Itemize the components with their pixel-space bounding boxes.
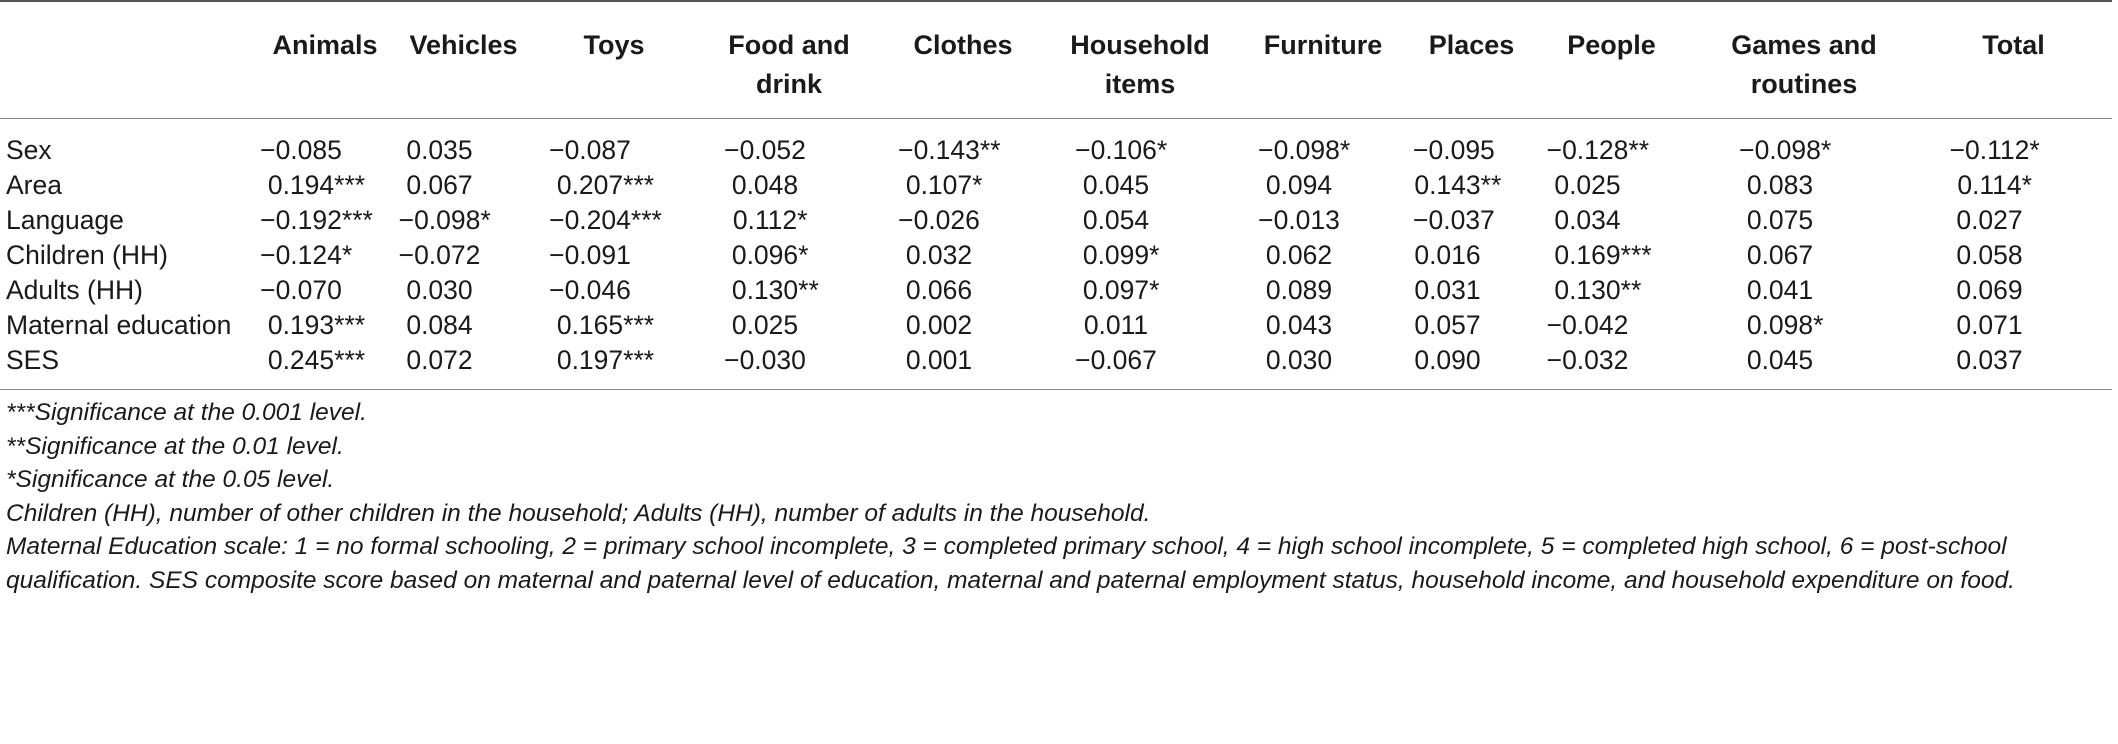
significance-marker: * [1339, 135, 1351, 165]
table-cell [252, 343, 398, 390]
cell-value: 0.143 [1414, 170, 1481, 200]
table-cell [1233, 168, 1413, 203]
cell-value: 0.090 [1414, 345, 1481, 375]
table-cell [529, 119, 699, 169]
table-cell [1413, 168, 1530, 203]
cell-value: 0.099 [1082, 240, 1150, 270]
column-header: People [1530, 1, 1693, 119]
cell-value: 0.057 [1414, 310, 1481, 340]
cell-value: −0.072 [398, 240, 481, 270]
significance-marker [1481, 275, 1525, 306]
significance-marker [972, 275, 1016, 306]
cell-value: 0.207 [556, 170, 624, 200]
significance-marker [2023, 205, 2067, 236]
cell-value: 0.037 [1956, 345, 2023, 375]
header-corner [0, 1, 252, 119]
cell-value: 0.130 [1554, 275, 1621, 305]
cell-value: −0.098 [1739, 135, 1821, 165]
significance-marker [473, 275, 517, 306]
cell-value: 0.025 [731, 310, 799, 340]
table-cell [699, 273, 879, 308]
significance-marker [473, 170, 517, 201]
row-label: Sex [0, 119, 252, 169]
cell-value: −0.070 [260, 275, 342, 305]
footnote: Children (HH), number of other children in the household; Adults (HH), number of adults in the household. [6, 499, 1151, 527]
significance-marker [1621, 170, 1665, 201]
cell-value: 0.072 [406, 345, 473, 375]
significance-marker: * [1820, 135, 1832, 165]
cell-value: 0.194 [267, 170, 335, 200]
significance-marker [1621, 205, 1665, 236]
cell-value: 0.030 [406, 275, 473, 305]
significance-marker [980, 205, 1024, 236]
cell-value: 0.165 [556, 310, 624, 340]
significance-marker: ** [1628, 135, 1650, 165]
cell-value: 0.096 [731, 240, 799, 270]
cell-value: −0.098 [1258, 135, 1340, 165]
significance-marker: * [972, 170, 983, 200]
column-header: Games and routines [1693, 1, 1915, 119]
table-cell [1530, 168, 1693, 203]
table-cell [252, 119, 398, 169]
row-label: Language [6, 205, 124, 235]
significance-marker: * [2021, 170, 2032, 200]
significance-marker: * [1149, 240, 1160, 270]
significance-marker: ** [979, 135, 1001, 165]
cell-value: −0.192 [260, 205, 342, 235]
table-cell [1693, 273, 1915, 308]
table-cell [398, 343, 529, 390]
significance-marker: * [480, 205, 491, 235]
table-cell [1693, 119, 1915, 169]
significance-marker [1628, 310, 1672, 341]
table-row [0, 308, 2112, 343]
cell-value: 0.062 [1265, 240, 1333, 270]
table-cell [1915, 168, 2112, 203]
significance-marker [1481, 345, 1525, 376]
table-cell [1413, 343, 1530, 390]
cell-value: 0.001 [905, 345, 973, 375]
significance-marker [798, 310, 842, 341]
cell-value: 0.058 [1956, 240, 2023, 270]
table-cell [529, 238, 699, 273]
significance-marker [1332, 240, 1376, 271]
column-header: Total [1915, 1, 2112, 119]
significance-marker [342, 275, 386, 306]
significance-marker: * [1813, 310, 1824, 340]
column-header: Clothes [879, 1, 1047, 119]
table-cell [879, 343, 1047, 390]
table-cell [1530, 203, 1693, 238]
table-cell [1530, 273, 1693, 308]
table-row [0, 203, 2112, 238]
cell-value: 0.011 [1083, 310, 1149, 340]
significance-marker [631, 275, 675, 306]
significance-marker: *** [623, 310, 655, 340]
significance-marker: *** [334, 345, 366, 375]
table-cell [252, 308, 398, 343]
cell-value: 0.245 [267, 345, 335, 375]
table-cell [1693, 168, 1915, 203]
row-label: SES [0, 343, 252, 390]
cell-value: −0.143 [898, 135, 980, 165]
table-cell [879, 168, 1047, 203]
cell-value: 0.084 [406, 310, 473, 340]
significance-marker [473, 345, 517, 376]
column-header: Food and drink [699, 1, 879, 119]
table-cell [1047, 308, 1233, 343]
significance-marker: *** [1620, 240, 1652, 270]
cell-value: 0.067 [406, 170, 473, 200]
table-cell [1233, 273, 1413, 308]
cell-value: −0.032 [1546, 345, 1629, 375]
table-cell [1693, 203, 1915, 238]
cell-value: 0.193 [267, 310, 335, 340]
table-cell [252, 203, 398, 238]
table-cell [398, 168, 529, 203]
table-row [0, 168, 2112, 203]
cell-value: 0.094 [1265, 170, 1333, 200]
column-header: Toys [529, 1, 699, 119]
table-row [0, 238, 2112, 273]
table-cell [398, 203, 529, 238]
table-cell [699, 119, 879, 169]
cell-value: 0.197 [556, 345, 624, 375]
footnote: ***Significance at the 0.001 level. [6, 399, 367, 426]
footnote: *Significance at the 0.05 level. [6, 466, 335, 493]
table-cell [1233, 308, 1413, 343]
cell-value: 0.112 [732, 205, 798, 235]
significance-marker: * [1156, 135, 1168, 165]
footnote: Maternal Education scale: 1 = no formal schooling, 2 = primary school incomplete, 3 = completed primary school, 4 = high school incomplete, 5 = completed high school, 6 = post-school qualification. SES composite score based on maternal and paternal level of education, maternal and paternal employment status, household income, and household expenditure on food. [6, 533, 2015, 594]
cell-value: 0.069 [1956, 275, 2023, 305]
header-row [0, 1, 2112, 119]
significance-marker [631, 135, 675, 166]
table-cell [1530, 308, 1693, 343]
table-cell [398, 238, 529, 273]
table-cell [699, 343, 879, 390]
cell-value: 0.169 [1554, 240, 1621, 270]
table-cell [529, 168, 699, 203]
significance-marker: * [341, 240, 353, 270]
significance-marker [1481, 310, 1525, 341]
significance-marker [798, 170, 842, 201]
significance-marker [1495, 205, 1526, 236]
significance-marker: *** [623, 170, 655, 200]
significance-marker [1332, 310, 1376, 341]
significance-marker: *** [623, 345, 655, 375]
significance-marker [2023, 275, 2067, 306]
row-label: Maternal education [6, 310, 232, 340]
table-cell [879, 273, 1047, 308]
table-cell [1693, 308, 1915, 343]
cell-value: 0.071 [1956, 310, 2023, 340]
cell-value: −0.042 [1546, 310, 1629, 340]
cell-value: 0.030 [1265, 345, 1333, 375]
cell-value: 0.048 [731, 170, 799, 200]
table-cell [1233, 238, 1413, 273]
table-cell [1047, 238, 1233, 273]
cell-value: −0.026 [898, 205, 980, 235]
cell-value: −0.037 [1413, 205, 1495, 235]
significance-marker: *** [334, 310, 366, 340]
cell-value: 0.035 [406, 135, 473, 165]
table-cell [1047, 203, 1233, 238]
table-cell [252, 168, 398, 203]
table-cell [252, 273, 398, 308]
significance-marker [1813, 240, 1857, 271]
significance-marker: * [798, 240, 809, 270]
cell-value: 0.016 [1414, 240, 1481, 270]
significance-marker [1332, 170, 1376, 201]
significance-marker [1813, 170, 1857, 201]
cell-value: −0.106 [1075, 135, 1157, 165]
table-cell [699, 238, 879, 273]
table-cell [1413, 308, 1530, 343]
cell-value: 0.045 [1082, 170, 1150, 200]
row-label: Adults (HH) [6, 275, 143, 305]
column-header: Places [1413, 1, 1530, 119]
table-cell [1413, 119, 1530, 169]
significance-marker [473, 310, 517, 341]
table-cell [1233, 343, 1413, 390]
cell-value: −0.046 [549, 275, 631, 305]
table-cell [1530, 343, 1693, 390]
cell-value: 0.027 [1956, 205, 2023, 235]
significance-marker [1628, 345, 1672, 376]
significance-marker: ** [1620, 275, 1642, 305]
table-cell [1693, 343, 1915, 390]
cell-value: −0.095 [1413, 135, 1495, 165]
table-cell [1233, 119, 1413, 169]
table-cell [1047, 119, 1233, 169]
significance-marker: * [1149, 275, 1160, 305]
significance-marker [806, 345, 850, 376]
cell-value: 0.083 [1746, 170, 1814, 200]
table-cell [1530, 119, 1693, 169]
table-cell [1047, 343, 1233, 390]
significance-marker [2023, 240, 2067, 271]
significance-marker [1332, 275, 1376, 306]
significance-marker [1813, 275, 1857, 306]
table-row [0, 343, 2112, 390]
significance-marker [2023, 345, 2067, 376]
cell-value: −0.128 [1546, 135, 1629, 165]
cell-value: −0.013 [1258, 205, 1340, 235]
table-cell [1047, 273, 1233, 308]
row-label: Area [6, 170, 62, 200]
significance-marker: ** [798, 275, 819, 305]
table-cell [1915, 203, 2112, 238]
cell-value: −0.112 [1949, 135, 2030, 165]
cell-value: −0.087 [549, 135, 631, 165]
table-cell [1413, 238, 1530, 273]
table-cell [1413, 203, 1530, 238]
table-row [0, 273, 2112, 308]
table-cell [529, 308, 699, 343]
table-cell [1915, 308, 2112, 343]
significance-marker [1157, 345, 1201, 376]
significance-marker [972, 240, 1016, 271]
table-cell [529, 343, 699, 390]
significance-marker [480, 240, 524, 271]
footnote: **Significance at the 0.01 level. [6, 432, 344, 460]
significance-marker [1148, 310, 1192, 341]
significance-marker: ** [1480, 170, 1502, 200]
significance-marker [473, 135, 517, 166]
cell-value: 0.114 [1957, 170, 2022, 200]
cell-value: 0.075 [1746, 205, 1814, 235]
significance-marker [1149, 170, 1193, 201]
significance-marker: *** [630, 205, 662, 235]
cell-value: −0.091 [549, 240, 631, 270]
table-cell [879, 119, 1047, 169]
table-cell [398, 308, 529, 343]
cell-value: 0.089 [1265, 275, 1333, 305]
significance-marker: *** [334, 170, 366, 200]
table-cell [1413, 273, 1530, 308]
table-cell [1915, 119, 2112, 169]
cell-value: 0.097 [1082, 275, 1150, 305]
significance-marker [1332, 345, 1376, 376]
table-cell [879, 308, 1047, 343]
significance-marker [1813, 345, 1857, 376]
cell-value: 0.041 [1746, 275, 1814, 305]
table-cell [699, 168, 879, 203]
significance-marker [972, 345, 1016, 376]
table-cell [529, 203, 699, 238]
cell-value: −0.067 [1075, 345, 1157, 375]
cell-value: −0.052 [724, 135, 806, 165]
table-cell [699, 203, 879, 238]
table-cell [879, 203, 1047, 238]
cell-value: 0.002 [905, 310, 973, 340]
significance-marker [806, 135, 850, 166]
significance-marker [631, 240, 675, 271]
table-row [0, 119, 2112, 169]
significance-marker [972, 310, 1016, 341]
cell-value: 0.067 [1746, 240, 1814, 270]
table-cell [252, 238, 398, 273]
significance-marker [2023, 310, 2067, 341]
table-cell [1915, 343, 2112, 390]
cell-value: −0.085 [260, 135, 342, 165]
column-header: Animals [252, 1, 398, 119]
cell-value: 0.130 [731, 275, 799, 305]
cell-value: 0.045 [1746, 345, 1814, 375]
table-cell [1693, 238, 1915, 273]
table-cell [398, 273, 529, 308]
significance-marker [1495, 135, 1526, 166]
row-label: Children (HH) [6, 240, 168, 270]
column-header: Vehicles [398, 1, 529, 119]
cell-value: −0.098 [398, 205, 481, 235]
significance-marker [1149, 205, 1193, 236]
cell-value: 0.034 [1554, 205, 1621, 235]
cell-value: −0.204 [549, 205, 631, 235]
significance-marker [1340, 205, 1384, 236]
significance-marker: * [797, 205, 808, 235]
cell-value: 0.066 [905, 275, 973, 305]
table-cell [879, 238, 1047, 273]
table-cell [699, 308, 879, 343]
table-cell [398, 119, 529, 169]
significance-marker [342, 135, 386, 166]
table-cell [1233, 203, 1413, 238]
column-header: Household items [1047, 1, 1233, 119]
cell-value: 0.031 [1414, 275, 1481, 305]
column-header: Furniture [1233, 1, 1413, 119]
cell-value: 0.032 [905, 240, 973, 270]
table-cell [1047, 168, 1233, 203]
table-cell [1530, 238, 1693, 273]
cell-value: 0.107 [905, 170, 973, 200]
cell-value: 0.043 [1265, 310, 1333, 340]
significance-marker [1813, 205, 1857, 236]
significance-marker: * [2029, 135, 2040, 165]
table-cell [1915, 273, 2112, 308]
significance-marker: *** [341, 205, 373, 235]
table-notes [0, 396, 2112, 597]
cell-value: −0.124 [260, 240, 342, 270]
cell-value: 0.025 [1554, 170, 1621, 200]
significance-marker [1481, 240, 1525, 271]
cell-value: 0.098 [1746, 310, 1814, 340]
cell-value: 0.054 [1082, 205, 1150, 235]
cell-value: −0.030 [724, 345, 806, 375]
table-cell [529, 273, 699, 308]
table-cell [1915, 238, 2112, 273]
